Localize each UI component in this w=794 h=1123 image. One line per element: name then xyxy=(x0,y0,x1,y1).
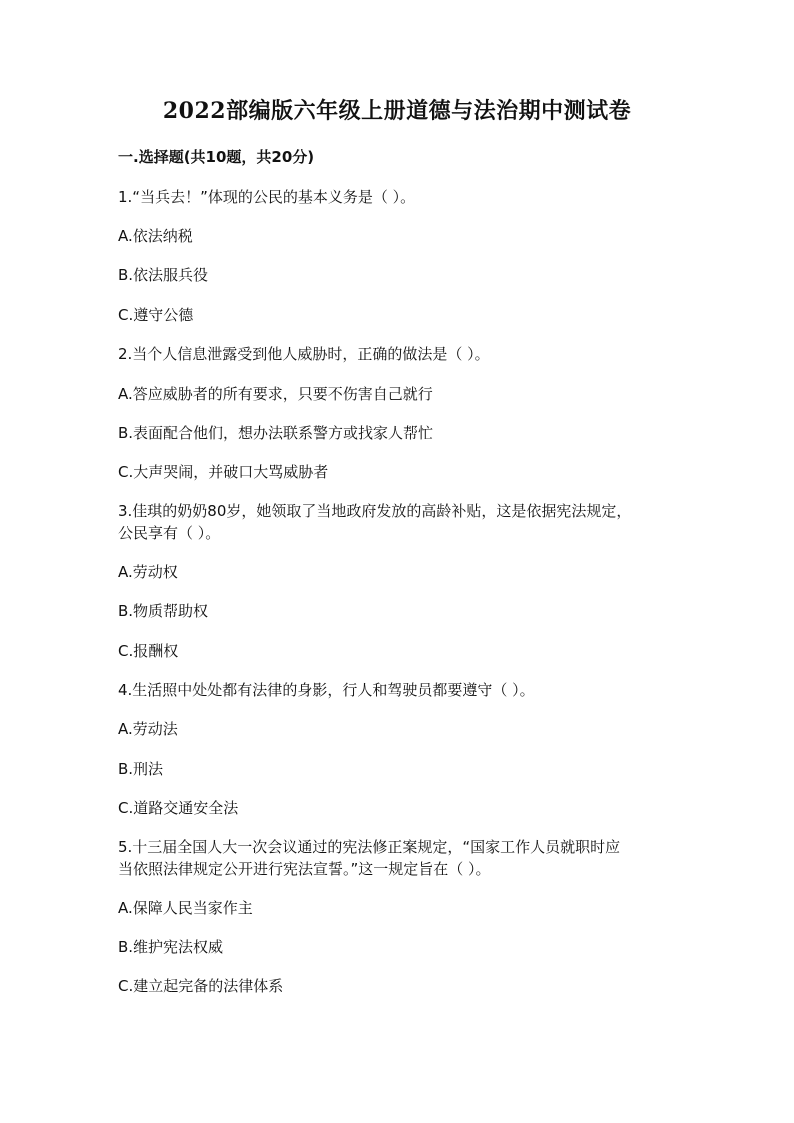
question-4-option-a: A.劳动法 xyxy=(118,720,178,738)
question-3-option-a: A.劳动权 xyxy=(118,563,178,581)
question-3-option-b: B.物质帮助权 xyxy=(118,602,209,620)
question-1-option-c: C.遵守公德 xyxy=(118,306,194,324)
question-4-stem: 4.生活照中处处都有法律的身影，行人和驾驶员都要遵守（ ）。 xyxy=(118,681,535,699)
question-1-option-b: B.依法服兵役 xyxy=(118,266,209,284)
question-2-option-a: A.答应威胁者的所有要求，只要不伤害自己就行 xyxy=(118,385,433,403)
question-3-stem-line-1: 3.佳琪的奶奶80岁，她领取了当地政府发放的高龄补贴，这是依据宪法规定， xyxy=(118,502,632,520)
question-5-stem-line-1: 5.十三届全国人大一次会议通过的宪法修正案规定，“国家工作人员就职时应 xyxy=(118,838,621,856)
question-5-option-b: B.维护宪法权威 xyxy=(118,938,224,956)
question-3-stem-line-2: 公民享有（ ）。 xyxy=(118,524,221,542)
question-5-stem-line-2: 当依照法律规定公开进行宪法宣誓。”这一规定旨在（ ）。 xyxy=(118,860,491,878)
question-4-option-b: B.刑法 xyxy=(118,760,164,778)
question-1-option-a: A.依法纳税 xyxy=(118,227,193,245)
page-title: 2022部编版六年级上册道德与法治期中测试卷 xyxy=(162,98,632,124)
question-2-stem: 2.当个人信息泄露受到他人威胁时，正确的做法是（ ）。 xyxy=(118,345,490,363)
question-1-stem: 1.“当兵去！”体现的公民的基本义务是（ ）。 xyxy=(118,188,416,206)
section-heading: 一.选择题(共10题，共20分) xyxy=(118,148,315,166)
question-2-option-c: C.大声哭闹，并破口大骂威胁者 xyxy=(118,463,329,481)
question-5-option-a: A.保障人民当家作主 xyxy=(118,899,253,917)
question-2-option-b: B.表面配合他们，想办法联系警方或找家人帮忙 xyxy=(118,424,434,442)
question-5-option-c: C.建立起完备的法律体系 xyxy=(118,977,284,995)
question-3-option-c: C.报酬权 xyxy=(118,642,179,660)
question-4-option-c: C.道路交通安全法 xyxy=(118,799,239,817)
